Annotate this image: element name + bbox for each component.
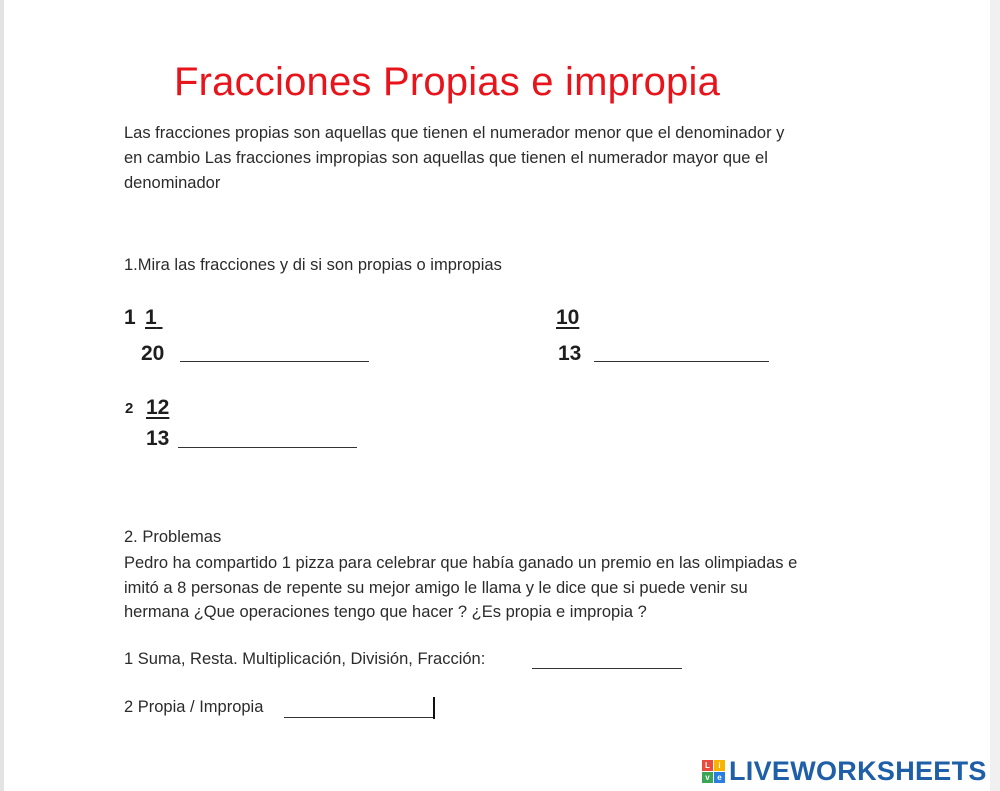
logo-tile: v (702, 772, 713, 783)
instruction-text: 1.Mira las fracciones y di si son propias o impropias (124, 256, 502, 274)
fraction-index: 2 (125, 400, 134, 417)
logo-tile: L (702, 760, 713, 771)
fraction-numerator (145, 306, 163, 330)
answer-blank-3[interactable] (178, 446, 357, 448)
logo-icon (702, 760, 725, 783)
logo-text: LIVEWORKSHEETS (729, 756, 987, 786)
fraction-denominator: 13 (146, 427, 170, 450)
page-edge (990, 0, 1000, 791)
fraction-index: 1 (124, 306, 136, 329)
logo-tile: i (714, 760, 725, 771)
problem-line: imitó a 8 personas de repente su mejor amigo le llama y le dice que si puede venir su (124, 578, 748, 597)
text-cursor (433, 697, 435, 719)
problem-line: Pedro ha compartido 1 pizza para celebrar que había ganado un premio en las olimpiadas e (124, 554, 798, 572)
numerator-value: 1 (145, 306, 157, 329)
logo-tile: e (714, 772, 725, 783)
problem-text (124, 551, 924, 625)
intro-paragraph (124, 121, 884, 196)
fraction-denominator: 13 (558, 342, 582, 365)
problems-heading: 2. Problemas (124, 528, 222, 546)
answer-blank-5[interactable] (284, 716, 433, 718)
answer-blank-1[interactable] (180, 360, 369, 362)
intro-line: Las fracciones propias son aquellas que tienen el numerador menor que el denominador y (124, 124, 785, 142)
question-2: 2 Propia / Impropia (124, 698, 264, 716)
fraction-denominator: 20 (141, 342, 165, 365)
intro-line: en cambio Las fracciones impropias son aquellas que tienen el numerador mayor que el (124, 149, 768, 167)
intro-line: denominador (124, 174, 221, 192)
problem-line: hermana ¿Que operaciones tengo que hacer ? ¿Es propia e impropia ? (124, 603, 647, 621)
fraction-numerator: 12 (146, 396, 170, 419)
page-title: Fracciones Propias e impropia (174, 60, 721, 104)
fraction-numerator: 10 (556, 306, 580, 329)
answer-blank-4[interactable] (532, 667, 682, 669)
answer-blank-2[interactable] (594, 360, 769, 362)
question-1: 1 Suma, Resta. Multiplicación, División, Fracción: (124, 650, 486, 668)
liveworksheets-logo (702, 756, 987, 787)
